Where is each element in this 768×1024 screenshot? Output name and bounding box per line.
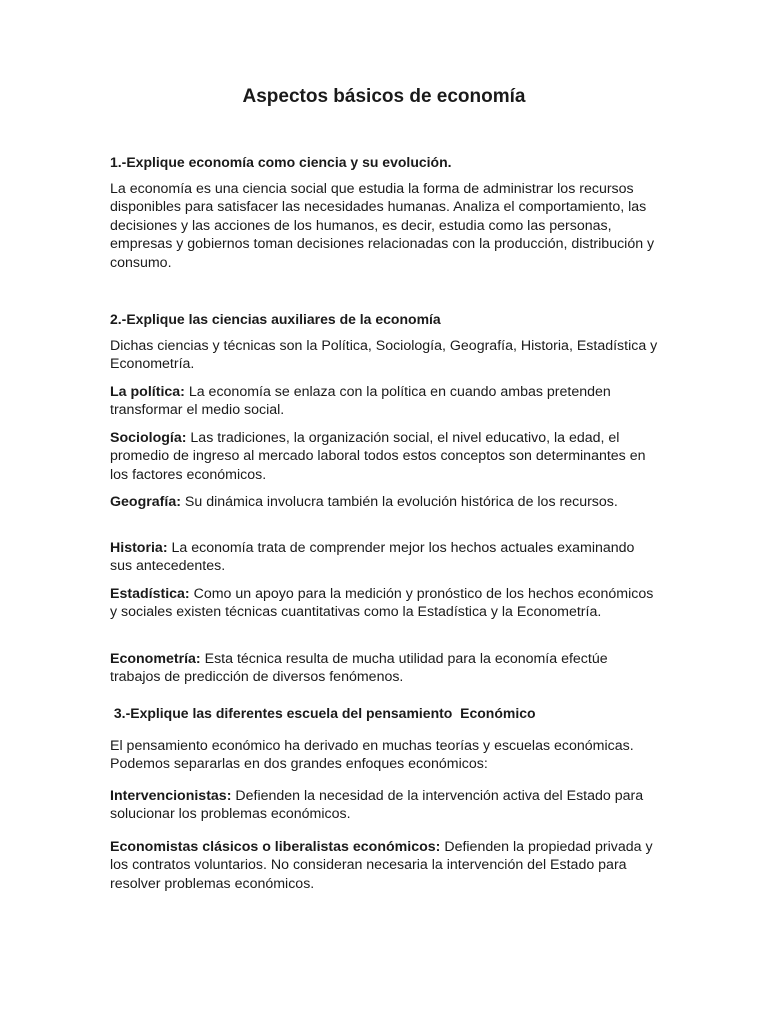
school-intervencionistas: [110, 787, 658, 824]
definition: Su dinámica involucra también la evolución histórica de los recursos.: [180, 494, 618, 510]
section3-heading: 3.-Explique las diferentes escuela del pensamiento Económico: [110, 705, 536, 721]
term: Economistas clásicos o liberalistas económicos:: [110, 839, 441, 855]
aux-science-geografia: [110, 493, 658, 511]
aux-science-sociologia: [110, 429, 658, 484]
term: Geografía:: [110, 494, 181, 510]
section2-heading: 2.-Explique las ciencias auxiliares de la economía: [110, 311, 441, 327]
aux-science-estadistica: [110, 585, 658, 622]
aux-science-politica: [110, 383, 658, 420]
aux-science-historia: [110, 539, 658, 576]
term: La política:: [110, 384, 185, 400]
definition: Como un apoyo para la medición y pronóstico de los hechos económicos y sociales existen técnicas cuantitativas como la Estadística y la Econometría.: [110, 586, 654, 621]
term: Econometría:: [110, 651, 201, 667]
term: Historia:: [110, 540, 168, 556]
section1-paragraph: La economía es una ciencia social que estudia la forma de administrar los recursos disponibles para satisfacer las necesidades humanas. Analiza el comportamiento, las decisiones y las acciones de los humanos, es decir, estudia como las personas, empresas y gobiernos toman decisiones relacionadas con la producción, distribución y consumo.: [110, 181, 655, 271]
term: Intervencionistas:: [110, 788, 232, 804]
definition: Esta técnica resulta de mucha utilidad para la economía efectúe trabajos de predicción de diversos fenómenos.: [110, 651, 608, 686]
section2-intro: Dichas ciencias y técnicas son la Política, Sociología, Geografía, Historia, Estadística y Econometría.: [110, 338, 658, 373]
section1-heading: 1.-Explique economía como ciencia y su evolución.: [110, 154, 452, 170]
definition: Defienden la necesidad de la intervención activa del Estado para solucionar los problemas económicos.: [110, 788, 644, 823]
aux-science-econometria: [110, 650, 658, 687]
definition: La economía se enlaza con la política en cuando ambas pretenden transformar el medio social.: [110, 384, 611, 419]
section3-intro: El pensamiento económico ha derivado en muchas teorías y escuelas económicas. Podemos separarlas en dos grandes enfoques económicos:: [110, 738, 634, 773]
school-clasicos: [110, 838, 658, 893]
definition: Defienden la propiedad privada y los contratos voluntarios. No consideran necesaria la intervención del Estado para resolver problemas económicos.: [110, 839, 653, 892]
definition: Las tradiciones, la organización social, el nivel educativo, la edad, el promedio de ingreso al mercado laboral todos estos conceptos son determinantes en los factores económicos.: [110, 430, 646, 483]
term: Estadística:: [110, 586, 190, 602]
document-title: Aspectos básicos de economía: [242, 86, 526, 107]
definition: La economía trata de comprender mejor los hechos actuales examinando sus antecedentes.: [110, 540, 635, 575]
term: Sociología:: [110, 430, 187, 446]
